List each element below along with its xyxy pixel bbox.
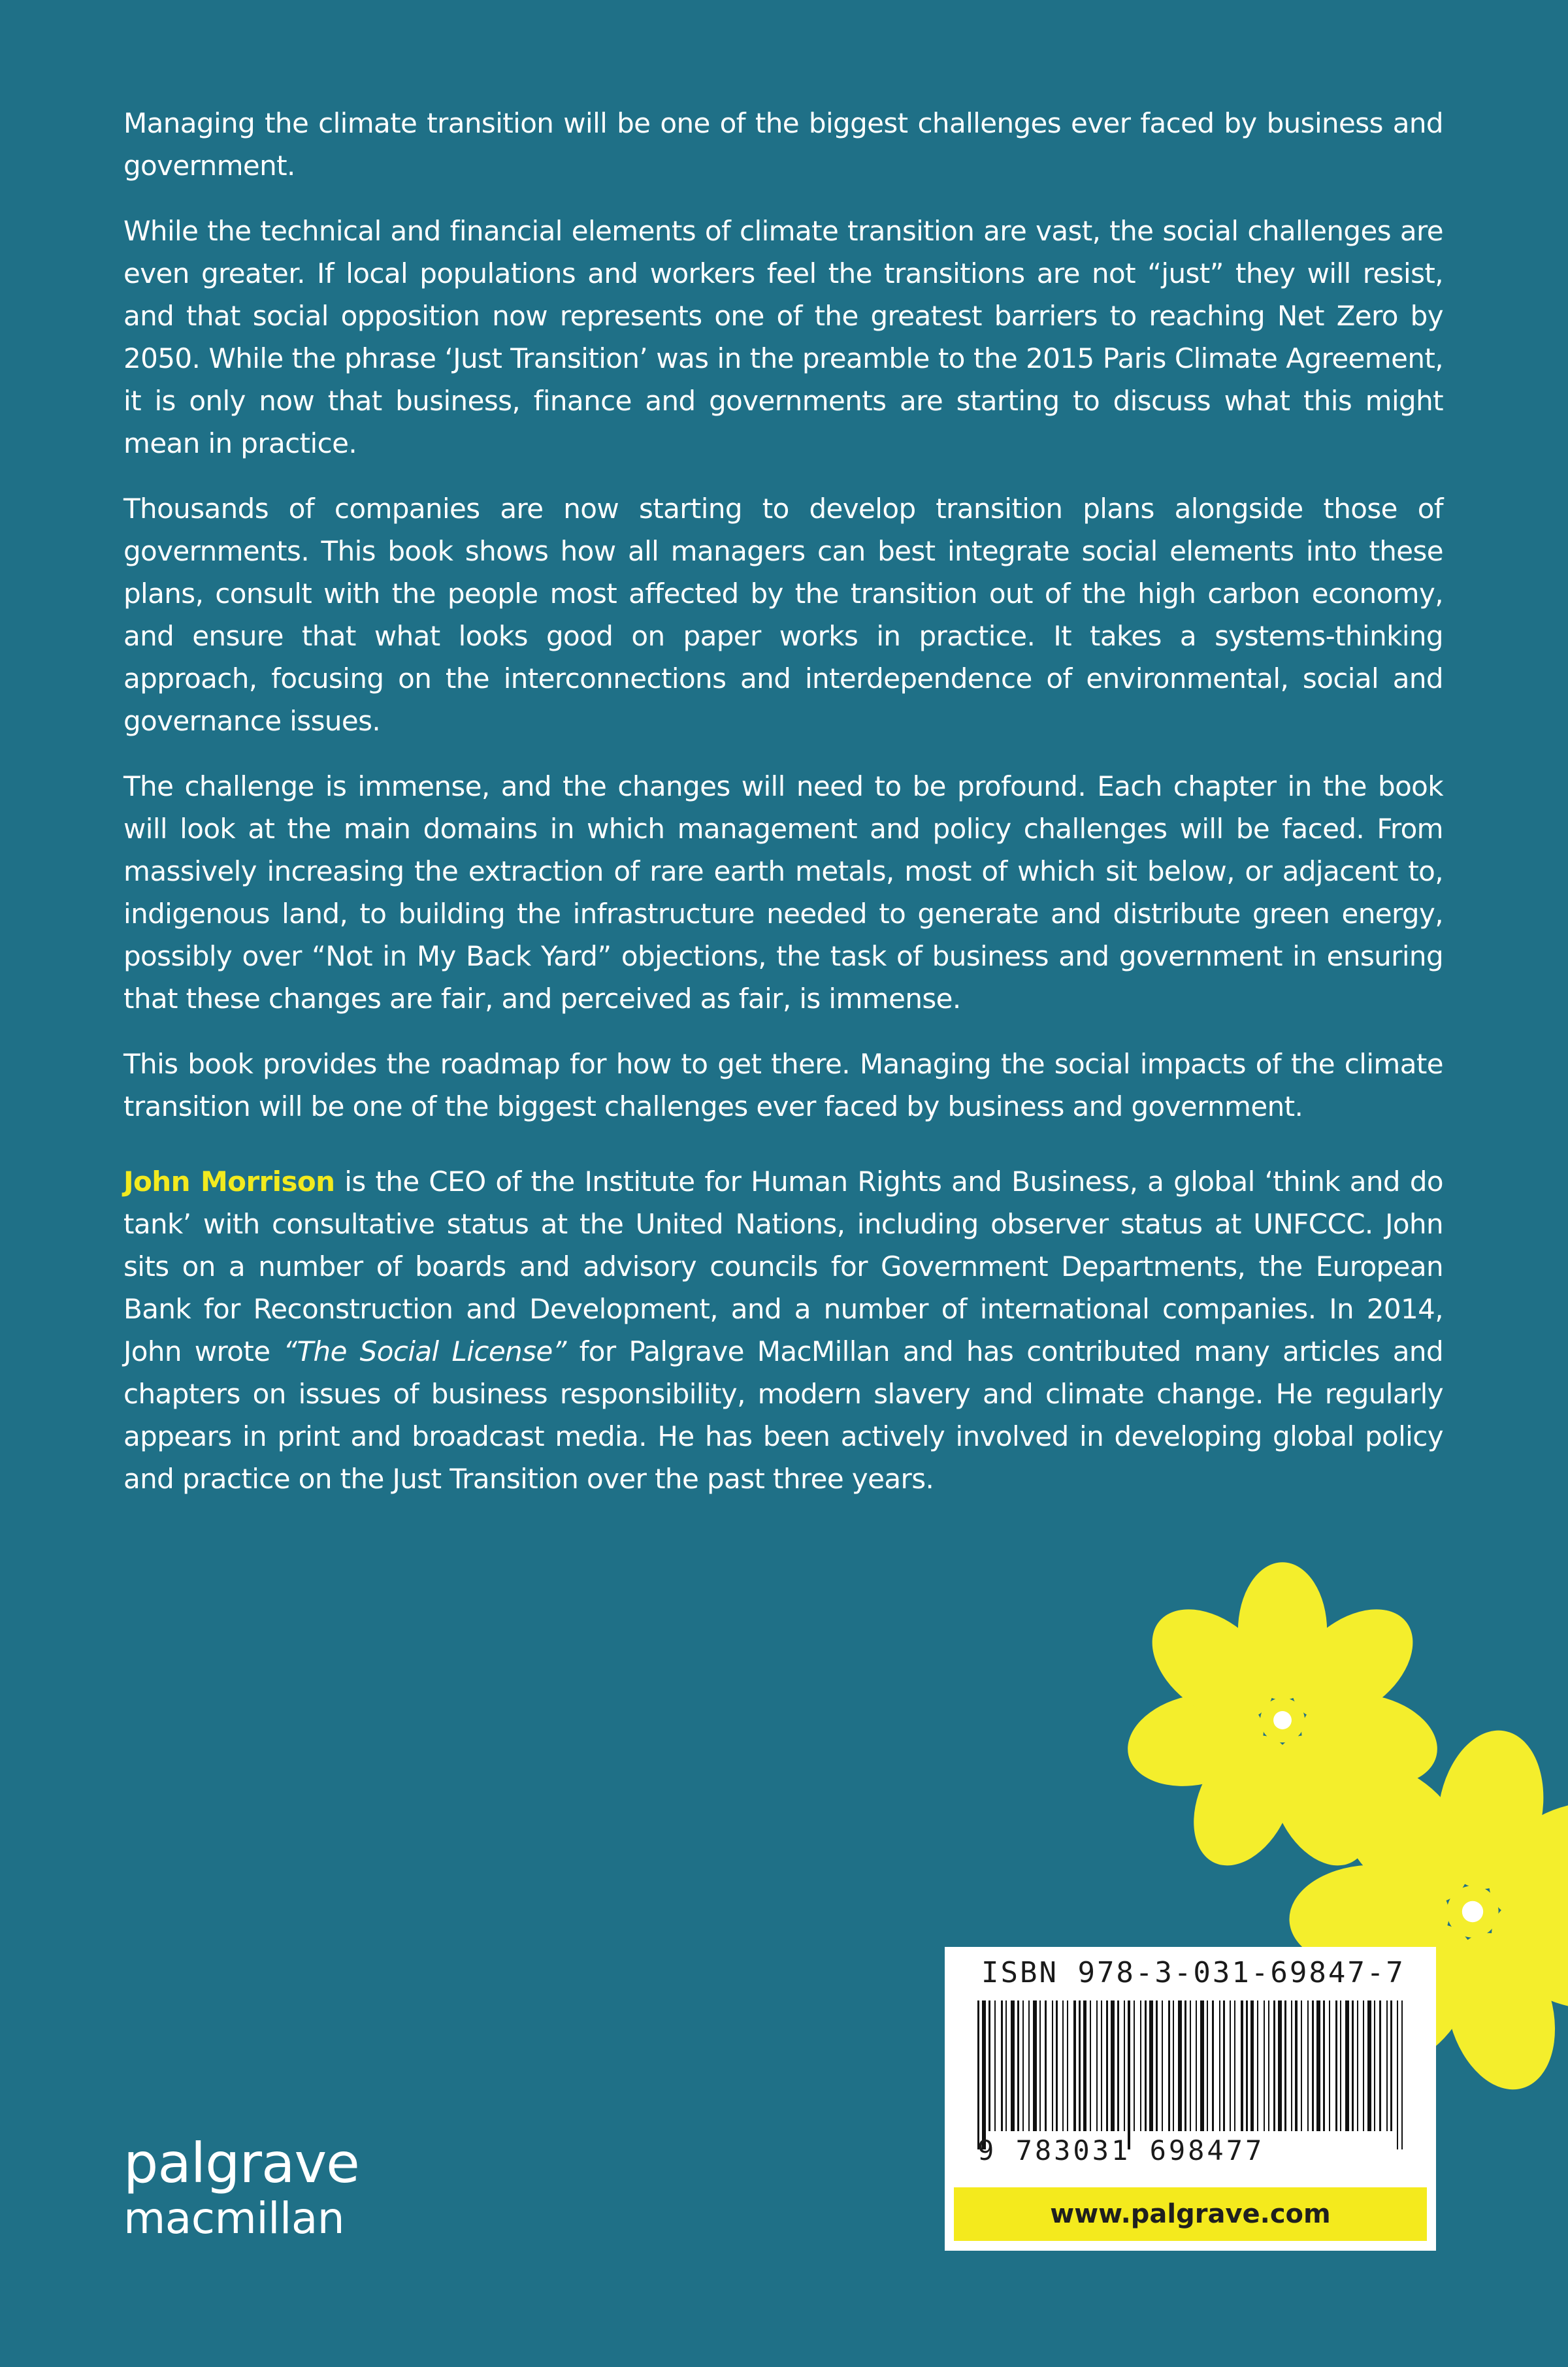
barcode-digits: 9 783031 698477: [977, 2134, 1265, 2166]
author-bio-text-2: for Palgrave MacMillan and has contributed many articles and chapters on issues of business responsibility, modern slavery and climate change. He regularly appears in print and broadcast media. He has been actively involved in developing global policy and practice on the Just Transition over the past three years.: [123, 1335, 1443, 1495]
isbn-label: ISBN 978-3-031-69847-7: [981, 1956, 1405, 1989]
blurb-paragraph-4: The challenge is immense, and the changes will need to be profound. Each chapter in the book will look at the main domains in which management and policy challenges will be faced. From massively increasing the extraction of rare earth metals, most of which sit below, or adjacent to, indigenous land, to building the infrastructure needed to generate and distribute green energy, possibly over “Not in My Back Yard” objections, the task of business and government in ensuring that these changes are fair, and perceived as fair, is immense.: [123, 770, 1443, 1015]
blurb-paragraph-2: While the technical and financial elements of climate transition are vast, the social challenges are even greater. If local populations and workers feel the transitions are not “just” they will resist, and that social opposition now represents one of the greatest barriers to reaching Net Zero by 2050. While the phrase ‘Just Transition’ was in the preamble to the 2015 Paris Climate Agreement, it is only now that business, finance and governments are starting to discuss what this might mean in practice.: [123, 215, 1443, 459]
isbn-barcode-panel: [945, 1947, 1436, 2251]
publisher-logo-line1: palgrave: [123, 2131, 359, 2195]
author-name: John Morrison: [123, 1166, 335, 1198]
publisher-logo: [123, 2133, 359, 2244]
publisher-logo-line2: macmillan: [123, 2193, 345, 2244]
blurb-paragraph-5: This book provides the roadmap for how to get there. Managing the social impacts of the climate transition will be one of the biggest challenges ever faced by business and government.: [123, 1048, 1443, 1122]
author-bio-text-1: is the CEO of the Institute for Human Rights and Business, a global ‘think and do tank’ with consultative status at the United Nations, including observer status at UNFCCC. John sits on a number of boards and advisory councils for Government Departments, the European Bank for Reconstruction and Development, and a number of international companies. In 2014, John wrote: [123, 1166, 1443, 1367]
publisher-url-band: [954, 2187, 1427, 2241]
publisher-url[interactable]: www.palgrave.com: [1050, 2199, 1331, 2229]
blurb-paragraph-3: Thousands of companies are now starting to develop transition plans alongside those of governments. This book shows how all managers can best integrate social elements into these plans, consult with the people most affected by the transition out of the high carbon economy, and ensure that what looks good on paper works in practice. It takes a systems-thinking approach, focusing on the interconnections and interdependence of environmental, social and governance issues.: [123, 493, 1443, 737]
blurb-paragraph-1: Managing the climate transition will be one of the biggest challenges ever faced by business and government.: [123, 107, 1443, 182]
author-book-title: “The Social License”: [283, 1335, 566, 1367]
